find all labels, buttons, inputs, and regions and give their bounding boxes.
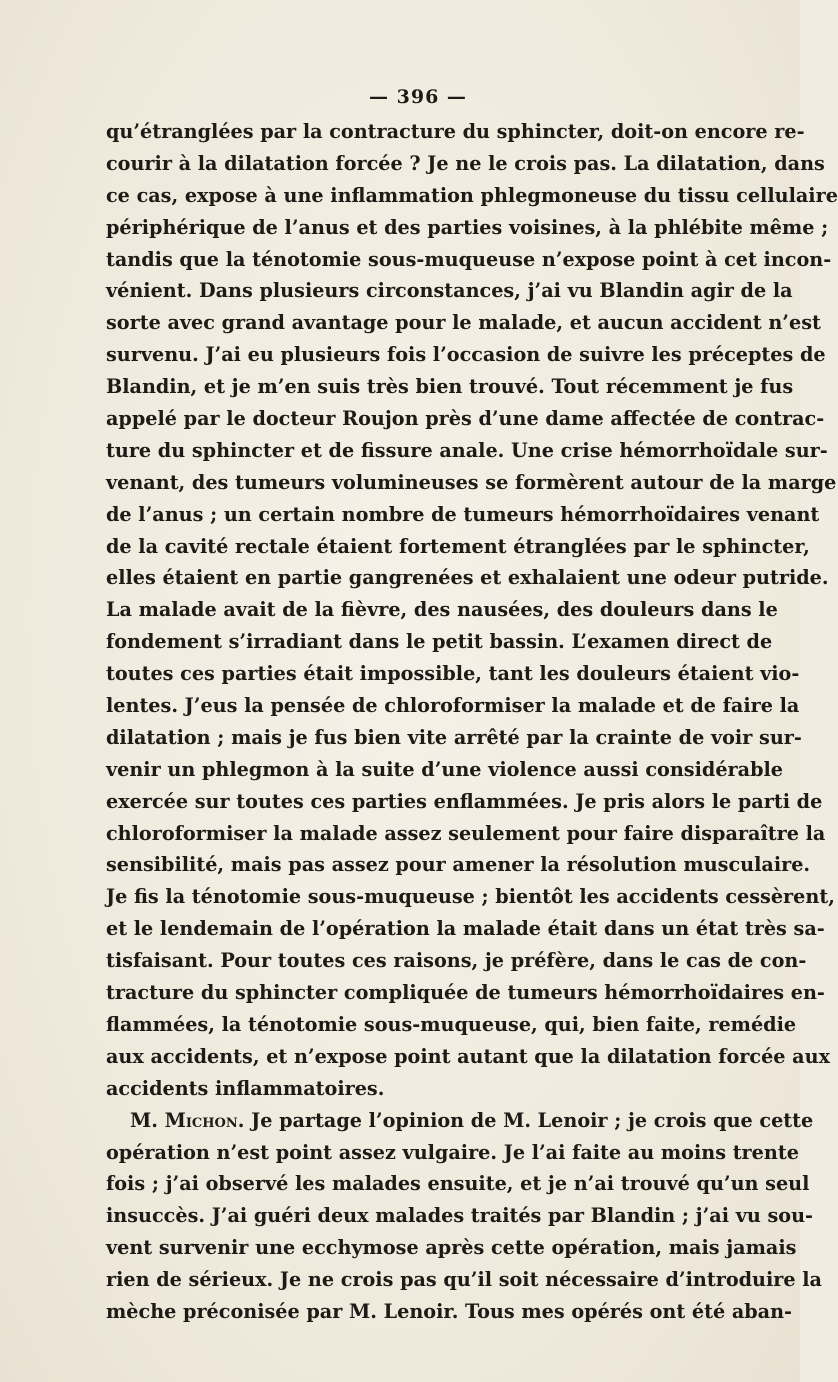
text-line: et le lendemain de l’opération la malade était dans un état très sa-: [106, 917, 825, 941]
text-line: chloroformiser la malade assez seulement pour faire disparaître la: [106, 821, 826, 845]
text-line: toutes ces parties était impossible, tant les douleurs étaient vio-: [106, 662, 800, 686]
speaker-line-text: Je partage l’opinion de M. Lenoir ; je crois que cette: [244, 1108, 814, 1132]
text-line: fois ; j’ai observé les malades ensuite, et je n’ai trouvé qu’un seul: [106, 1172, 810, 1196]
text-line: rien de sérieux. Je ne crois pas qu’il soit nécessaire d’introduire la: [106, 1268, 822, 1292]
text-line: accidents inflammatoires.: [106, 1076, 385, 1100]
text-line: venir un phlegmon à la suite d’une violence aussi considérable: [106, 757, 783, 781]
text-line: tandis que la ténotomie sous-muqueuse n’expose point à cet incon-: [106, 247, 832, 271]
text-line: tisfaisant. Pour toutes ces raisons, je préfère, dans le cas de con-: [106, 949, 807, 973]
text-line: elles étaient en partie gangrenées et exhalaient une odeur putride.: [106, 566, 829, 590]
text-line: Blandin, et je m’en suis très bien trouvé. Tout récemment je fus: [106, 375, 794, 399]
text-line: exercée sur toutes ces parties enflammées. Je pris alors le parti de: [106, 789, 823, 813]
text-line: La malade avait de la fièvre, des nausées, des douleurs dans le: [106, 598, 778, 622]
text-line: dilatation ; mais je fus bien vite arrêté par la crainte de voir sur-: [106, 725, 802, 749]
text-line: vent survenir une ecchymose après cette opération, mais jamais: [106, 1236, 797, 1260]
text-line: venant, des tumeurs volumineuses se formèrent autour de la marge: [106, 470, 837, 494]
text-line: qu’étranglées par la contracture du sphincter, doit-on encore re-: [106, 120, 805, 143]
text-line: insuccès. J’ai guéri deux malades traités par Blandin ; j’ai vu sou-: [106, 1204, 813, 1228]
text-line: vénient. Dans plusieurs circonstances, j’ai vu Blandin agir de la: [106, 279, 793, 303]
text-line: aux accidents, et n’expose point autant que la dilatation forcée aux: [106, 1044, 831, 1068]
body-text: [106, 116, 838, 1328]
text-line: courir à la dilatation forcée ? Je ne le crois pas. La dilatation, dans: [106, 151, 825, 175]
speaker-name: M. Michon.: [130, 1108, 245, 1132]
text-line: survenu. J’ai eu plusieurs fois l’occasion de suivre les préceptes de: [106, 343, 826, 367]
text-line: sorte avec grand avantage pour le malade, et aucun accident n’est: [106, 311, 821, 335]
text-line: fondement s’irradiant dans le petit bassin. L’examen direct de: [106, 630, 773, 654]
page-number: — 396 —: [369, 86, 467, 108]
text-line: lentes. J’eus la pensée de chloroformiser la malade et de faire la: [106, 694, 800, 718]
text-line: Je fis la ténotomie sous-muqueuse ; bientôt les accidents cessèrent,: [106, 885, 835, 909]
text-line: de l’anus ; un certain nombre de tumeurs hémorrhoïdaires venant: [106, 502, 820, 526]
text-line: opération n’est point assez vulgaire. Je l’ai faite au moins trente: [106, 1140, 799, 1164]
text-line: de la cavité rectale étaient fortement étranglées par le sphincter,: [106, 534, 810, 558]
text-line: tracture du sphincter compliquée de tumeurs hémorrhoïdaires en-: [106, 981, 825, 1005]
text-line: flammées, la ténotomie sous-muqueuse, qui, bien faite, remédie: [106, 1012, 797, 1036]
speaker-line: [106, 1105, 814, 1137]
text-line: appelé par le docteur Roujon près d’une dame affectée de contrac-: [106, 407, 825, 431]
text-line: ture du sphincter et de fissure anale. Une crise hémorrhoïdale sur-: [106, 438, 828, 462]
text-line: ce cas, expose à une inflammation phlegmoneuse du tissu cellulaire: [106, 183, 838, 207]
text-line: sensibilité, mais pas assez pour amener la résolution musculaire.: [106, 853, 811, 877]
text-line: périphérique de l’anus et des parties voisines, à la phlébite même ;: [106, 215, 829, 239]
text-line: mèche préconisée par M. Lenoir. Tous mes opérés ont été aban-: [106, 1299, 793, 1323]
